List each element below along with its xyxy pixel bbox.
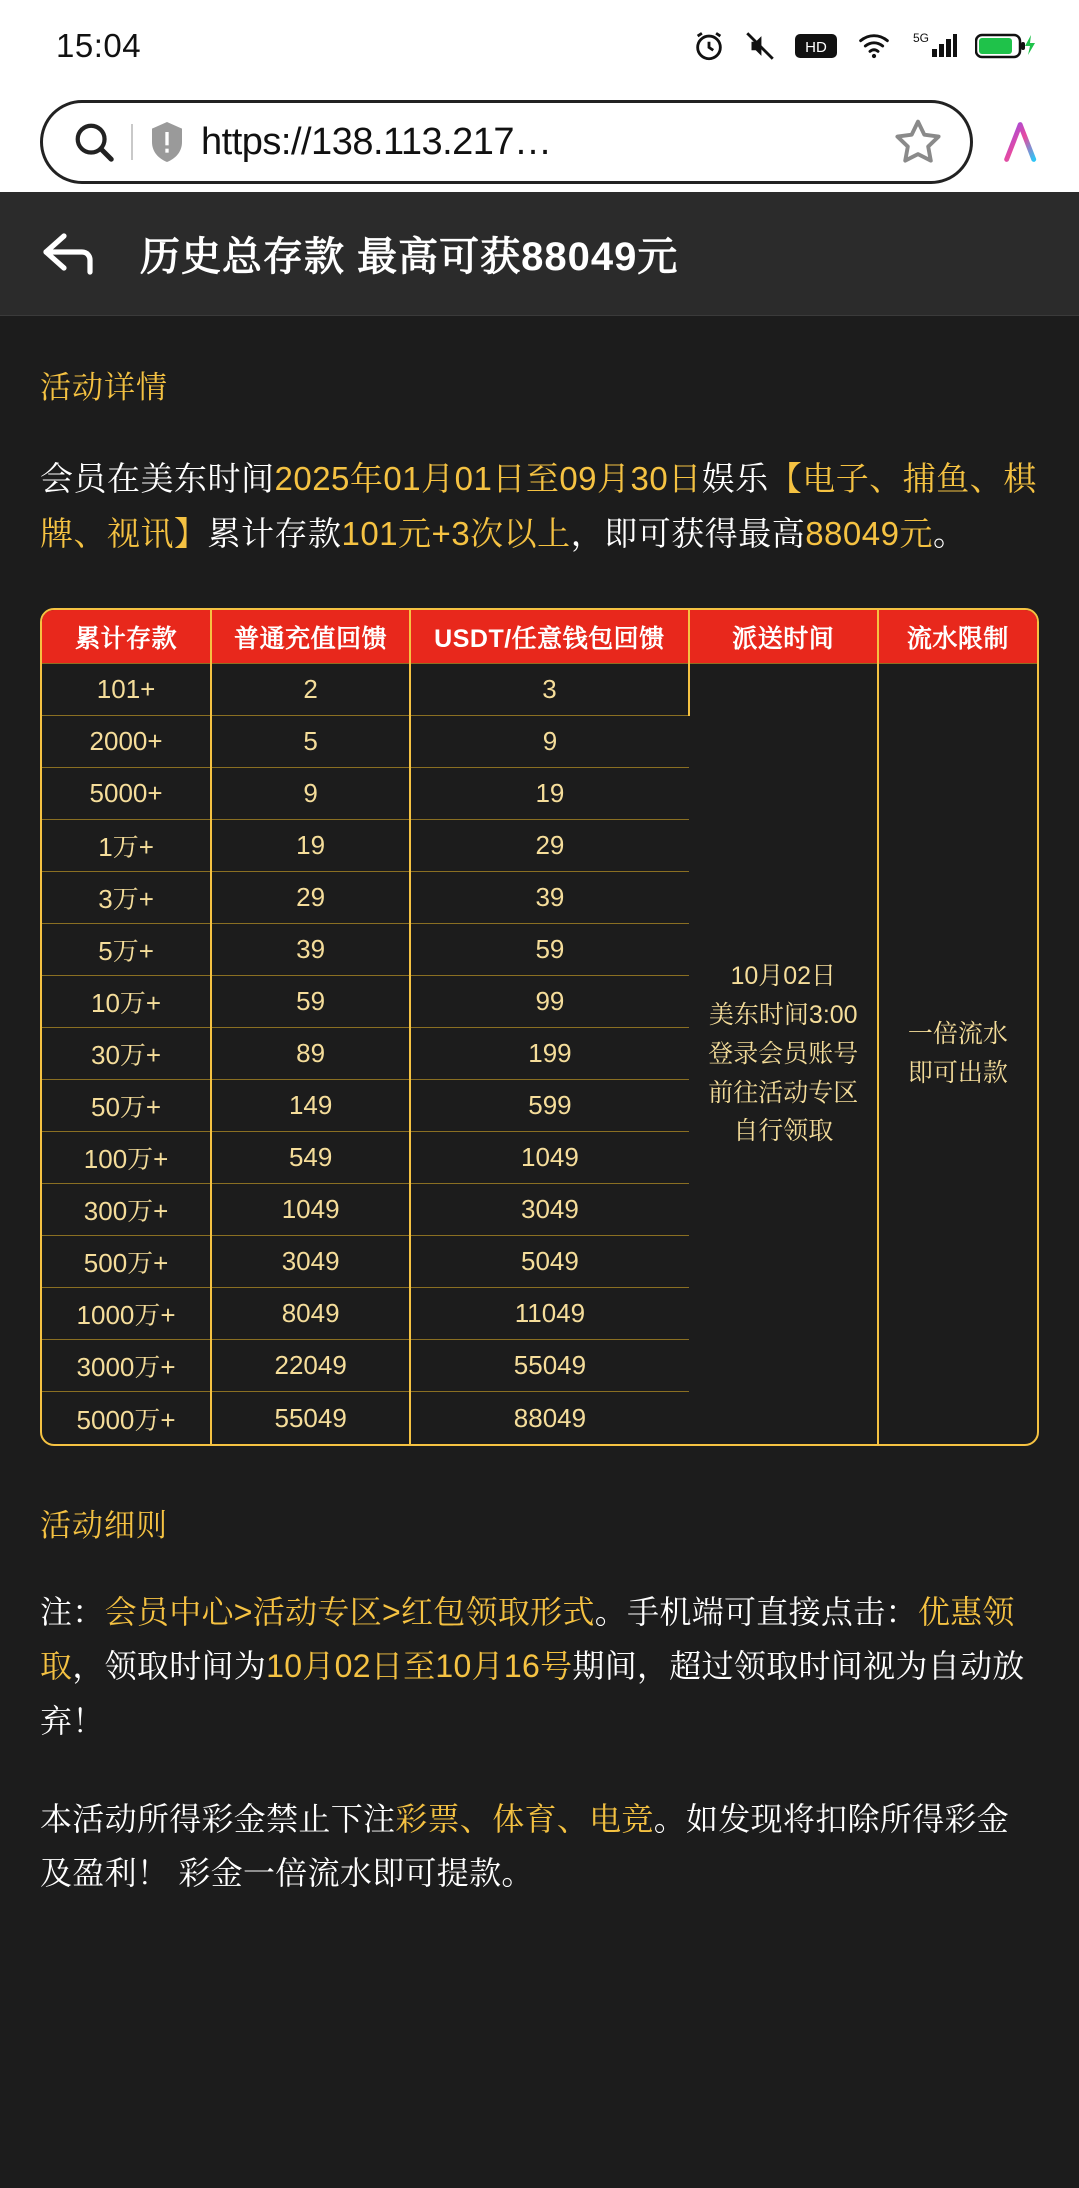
table-cell: 100万+ [42,1132,211,1184]
mute-icon [743,29,777,63]
body-text: ，领取时间为 [72,1648,267,1685]
detail-section-title: 活动详情 [40,370,168,405]
warning-shield-icon[interactable] [147,119,187,165]
table-cell: 3 [410,664,689,716]
body-text: 会员在美东时间 [40,460,275,497]
rules-paragraph-1 [40,1585,1039,1748]
highlight-text: 2025年01月01日至09月30日 [274,460,702,497]
promo-content [0,316,1079,2188]
table-cell: 2000+ [42,716,211,768]
table-cell: 500万+ [42,1236,211,1288]
table-cell: 22049 [211,1340,410,1392]
delivery-time-cell: 10月02日 美东时间3:00 登录会员账号 前往活动专区 自行领取 [689,664,878,1444]
table-cell: 99 [410,976,689,1028]
body-text: ，即可获得最高 [570,515,806,553]
status-time: 15:04 [56,27,142,64]
browser-toolbar [0,92,1079,192]
rules-section-title: 活动细则 [40,1507,168,1543]
highlight-text: 彩票、体育、电竞 [395,1801,654,1838]
table-cell: 39 [410,872,689,924]
table-cell: 11049 [410,1288,689,1340]
battery-charging-icon [975,29,1035,63]
reward-table-wrapper [40,608,1039,1446]
wifi-icon [855,30,893,62]
table-cell: 30万+ [42,1028,211,1080]
highlight-text: 10月02日至10月16号 [266,1648,573,1685]
detail-paragraph [40,451,1039,562]
url-text[interactable]: https://138.113.217… [201,120,552,163]
highlight-text: 88049元 [805,515,933,553]
table-header-cell: USDT/任意钱包回馈 [410,610,689,664]
body-text: 。如发现将扣除所得彩金及盈利！ 彩金一倍流水即可提款。 [40,1801,1010,1892]
body-text: 。手机端可直接点击： [594,1593,918,1630]
table-cell: 55049 [211,1392,410,1444]
body-text: 。 [932,515,967,553]
address-bar[interactable] [40,100,973,184]
table-cell: 5000万+ [42,1392,211,1444]
table-cell: 549 [211,1132,410,1184]
table-cell: 300万+ [42,1184,211,1236]
wager-limit-cell: 一倍流水 即可出款 [878,664,1037,1444]
table-header-cell: 普通充值回馈 [211,610,410,664]
table-cell: 5万+ [42,924,211,976]
table-cell: 1049 [211,1184,410,1236]
page-header [0,192,1079,316]
rules-paragraph-2 [40,1792,1039,1901]
table-cell: 19 [410,768,689,820]
body-text: 期间，超过领取时间视为自动放弃！ [40,1648,1025,1739]
table-cell: 59 [410,924,689,976]
table-cell: 10万+ [42,976,211,1028]
status-icon-group [692,29,1035,63]
table-cell: 50万+ [42,1080,211,1132]
table-cell: 29 [410,820,689,872]
table-cell: 1万+ [42,820,211,872]
table-cell: 3万+ [42,872,211,924]
highlight-text: 【电子、捕鱼、棋牌、视讯】 [40,460,1037,553]
signal-5g-icon [910,29,958,63]
table-cell: 3049 [410,1184,689,1236]
body-text: 累计存款 [207,515,342,553]
body-text: 娱乐 [701,460,769,497]
reward-table-body [42,664,1037,1444]
table-cell: 5 [211,716,410,768]
table-header-row [42,610,1037,664]
table-cell: 59 [211,976,410,1028]
table-cell: 39 [211,924,410,976]
table-cell: 3049 [211,1236,410,1288]
table-cell: 2 [211,664,410,716]
table-cell: 149 [211,1080,410,1132]
highlight-text: 优惠领取 [40,1593,1015,1685]
search-icon[interactable] [71,119,117,165]
svg-text:5G: 5G [912,31,930,45]
table-header-cell: 累计存款 [42,610,211,664]
omnibox-divider [131,124,133,160]
reward-table [42,610,1037,1444]
svg-text:HD: HD [805,39,827,56]
table-header-cell: 流水限制 [878,610,1037,664]
ai-assistant-icon[interactable] [995,111,1057,173]
table-cell: 19 [211,820,410,872]
table-cell: 9 [211,768,410,820]
table-cell: 55049 [410,1340,689,1392]
highlight-text: 101元+3次以上 [341,515,571,553]
table-cell: 89 [211,1028,410,1080]
table-cell: 5000+ [42,768,211,820]
body-text: 本活动所得彩金禁止下注 [40,1801,396,1838]
table-header-cell: 派送时间 [689,610,878,664]
table-row [42,664,1037,716]
table-cell: 1000万+ [42,1288,211,1340]
star-icon[interactable] [892,116,944,168]
table-cell: 5049 [410,1236,689,1288]
table-cell: 599 [410,1080,689,1132]
back-arrow-icon[interactable] [40,229,96,279]
hd-icon [794,31,838,61]
status-bar [0,0,1079,92]
table-cell: 88049 [410,1392,689,1444]
table-cell: 9 [410,716,689,768]
table-cell: 1049 [410,1132,689,1184]
table-cell: 101+ [42,664,211,716]
page-title: 历史总存款 最高可获88049元 [140,235,679,279]
table-cell: 8049 [211,1288,410,1340]
table-cell: 3000万+ [42,1340,211,1392]
table-cell: 29 [211,872,410,924]
table-cell: 199 [410,1028,689,1080]
highlight-text: 会员中心>活动专区>红包领取形式 [104,1593,595,1630]
alarm-icon [692,29,726,63]
body-text: 注： [40,1593,105,1630]
